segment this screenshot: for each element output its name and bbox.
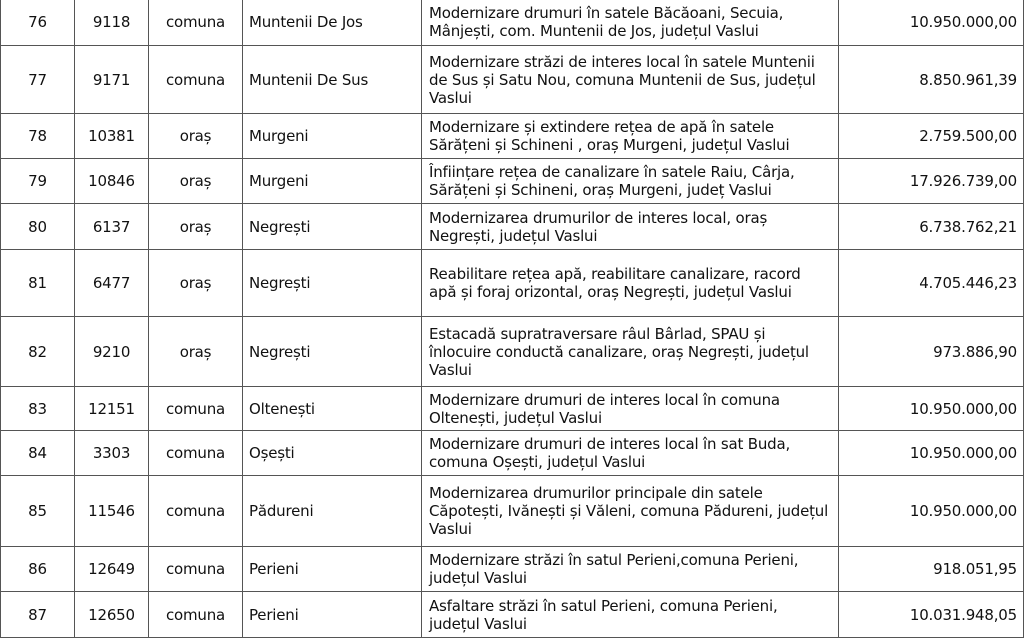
description-cell: Modernizare și extindere rețea de apă în satele Sărățeni și Schineni , oraș Murgeni, județul Vaslui <box>422 114 839 159</box>
unit-type-cell: comuna <box>149 46 243 114</box>
value-cell: 973.886,90 <box>839 317 1024 387</box>
row-number-cell: 77 <box>1 46 75 114</box>
project-id-cell: 12151 <box>75 387 149 431</box>
value-cell: 10.950.000,00 <box>839 431 1024 476</box>
locality-cell: Oșești <box>243 431 422 476</box>
table-row <box>1 431 1024 476</box>
project-id-cell: 10381 <box>75 114 149 159</box>
table-row <box>1 476 1024 547</box>
table-row <box>1 250 1024 317</box>
locality-cell: Pădureni <box>243 476 422 547</box>
unit-type-cell: oraș <box>149 114 243 159</box>
table-row <box>1 387 1024 431</box>
unit-type-cell: comuna <box>149 0 243 46</box>
value-cell: 4.705.446,23 <box>839 250 1024 317</box>
row-number-cell: 85 <box>1 476 75 547</box>
description-cell: Modernizarea drumurilor de interes local, oraș Negrești, județul Vaslui <box>422 204 839 250</box>
locality-cell: Negrești <box>243 250 422 317</box>
table-row <box>1 204 1024 250</box>
table-row <box>1 159 1024 204</box>
description-cell: Modernizare drumuri de interes local în sat Buda, comuna Oșești, județul Vaslui <box>422 431 839 476</box>
unit-type-cell: comuna <box>149 547 243 592</box>
project-id-cell: 6137 <box>75 204 149 250</box>
row-number-cell: 87 <box>1 592 75 638</box>
project-id-cell: 11546 <box>75 476 149 547</box>
table-row <box>1 592 1024 638</box>
project-id-cell: 10846 <box>75 159 149 204</box>
description-cell: Modernizare străzi în satul Perieni,comuna Perieni, județul Vaslui <box>422 547 839 592</box>
value-cell: 6.738.762,21 <box>839 204 1024 250</box>
description-cell: Asfaltare străzi în satul Perieni, comuna Perieni, județul Vaslui <box>422 592 839 638</box>
project-id-cell: 9210 <box>75 317 149 387</box>
unit-type-cell: comuna <box>149 431 243 476</box>
table-row <box>1 547 1024 592</box>
project-id-cell: 3303 <box>75 431 149 476</box>
value-cell: 10.950.000,00 <box>839 0 1024 46</box>
description-cell: Reabilitare rețea apă, reabilitare canalizare, racord apă și foraj orizontal, oraș Negrești, județul Vaslui <box>422 250 839 317</box>
unit-type-cell: oraș <box>149 204 243 250</box>
locality-cell: Muntenii De Sus <box>243 46 422 114</box>
locality-cell: Perieni <box>243 547 422 592</box>
row-number-cell: 86 <box>1 547 75 592</box>
description-cell: Modernizare străzi de interes local în satele Muntenii de Sus și Satu Nou, comuna Muntenii de Sus, județul Vaslui <box>422 46 839 114</box>
table-row <box>1 0 1024 46</box>
value-cell: 10.031.948,05 <box>839 592 1024 638</box>
unit-type-cell: oraș <box>149 159 243 204</box>
locality-cell: Murgeni <box>243 114 422 159</box>
row-number-cell: 78 <box>1 114 75 159</box>
description-cell: Înființare rețea de canalizare în satele Raiu, Cârja, Sărățeni și Schineni, oraș Murgeni, județ Vaslui <box>422 159 839 204</box>
description-cell: Modernizare drumuri de interes local în comuna Oltenești, județul Vaslui <box>422 387 839 431</box>
table-row <box>1 114 1024 159</box>
row-number-cell: 79 <box>1 159 75 204</box>
unit-type-cell: comuna <box>149 476 243 547</box>
value-cell: 10.950.000,00 <box>839 387 1024 431</box>
locality-cell: Oltenești <box>243 387 422 431</box>
row-number-cell: 80 <box>1 204 75 250</box>
table-row <box>1 46 1024 114</box>
value-cell: 17.926.739,00 <box>839 159 1024 204</box>
unit-type-cell: oraș <box>149 317 243 387</box>
unit-type-cell: comuna <box>149 592 243 638</box>
table-body <box>1 0 1024 638</box>
value-cell: 10.950.000,00 <box>839 476 1024 547</box>
value-cell: 2.759.500,00 <box>839 114 1024 159</box>
locality-cell: Perieni <box>243 592 422 638</box>
row-number-cell: 81 <box>1 250 75 317</box>
project-id-cell: 12649 <box>75 547 149 592</box>
description-cell: Modernizare drumuri în satele Băcăoani, Secuia, Mânjești, com. Muntenii de Jos, județul Vaslui <box>422 0 839 46</box>
project-id-cell: 12650 <box>75 592 149 638</box>
locality-cell: Negrești <box>243 204 422 250</box>
project-id-cell: 6477 <box>75 250 149 317</box>
table-row <box>1 317 1024 387</box>
row-number-cell: 84 <box>1 431 75 476</box>
locality-cell: Negrești <box>243 317 422 387</box>
locality-cell: Muntenii De Jos <box>243 0 422 46</box>
description-cell: Modernizarea drumurilor principale din satele Căpotești, Ivănești și Văleni, comuna Pădureni, județul Vaslui <box>422 476 839 547</box>
row-number-cell: 76 <box>1 0 75 46</box>
value-cell: 918.051,95 <box>839 547 1024 592</box>
project-id-cell: 9118 <box>75 0 149 46</box>
description-cell: Estacadă supratraversare râul Bârlad, SPAU și înlocuire conductă canalizare, oraș Negrești, județul Vaslui <box>422 317 839 387</box>
unit-type-cell: oraș <box>149 250 243 317</box>
unit-type-cell: comuna <box>149 387 243 431</box>
value-cell: 8.850.961,39 <box>839 46 1024 114</box>
row-number-cell: 83 <box>1 387 75 431</box>
row-number-cell: 82 <box>1 317 75 387</box>
locality-cell: Murgeni <box>243 159 422 204</box>
project-id-cell: 9171 <box>75 46 149 114</box>
